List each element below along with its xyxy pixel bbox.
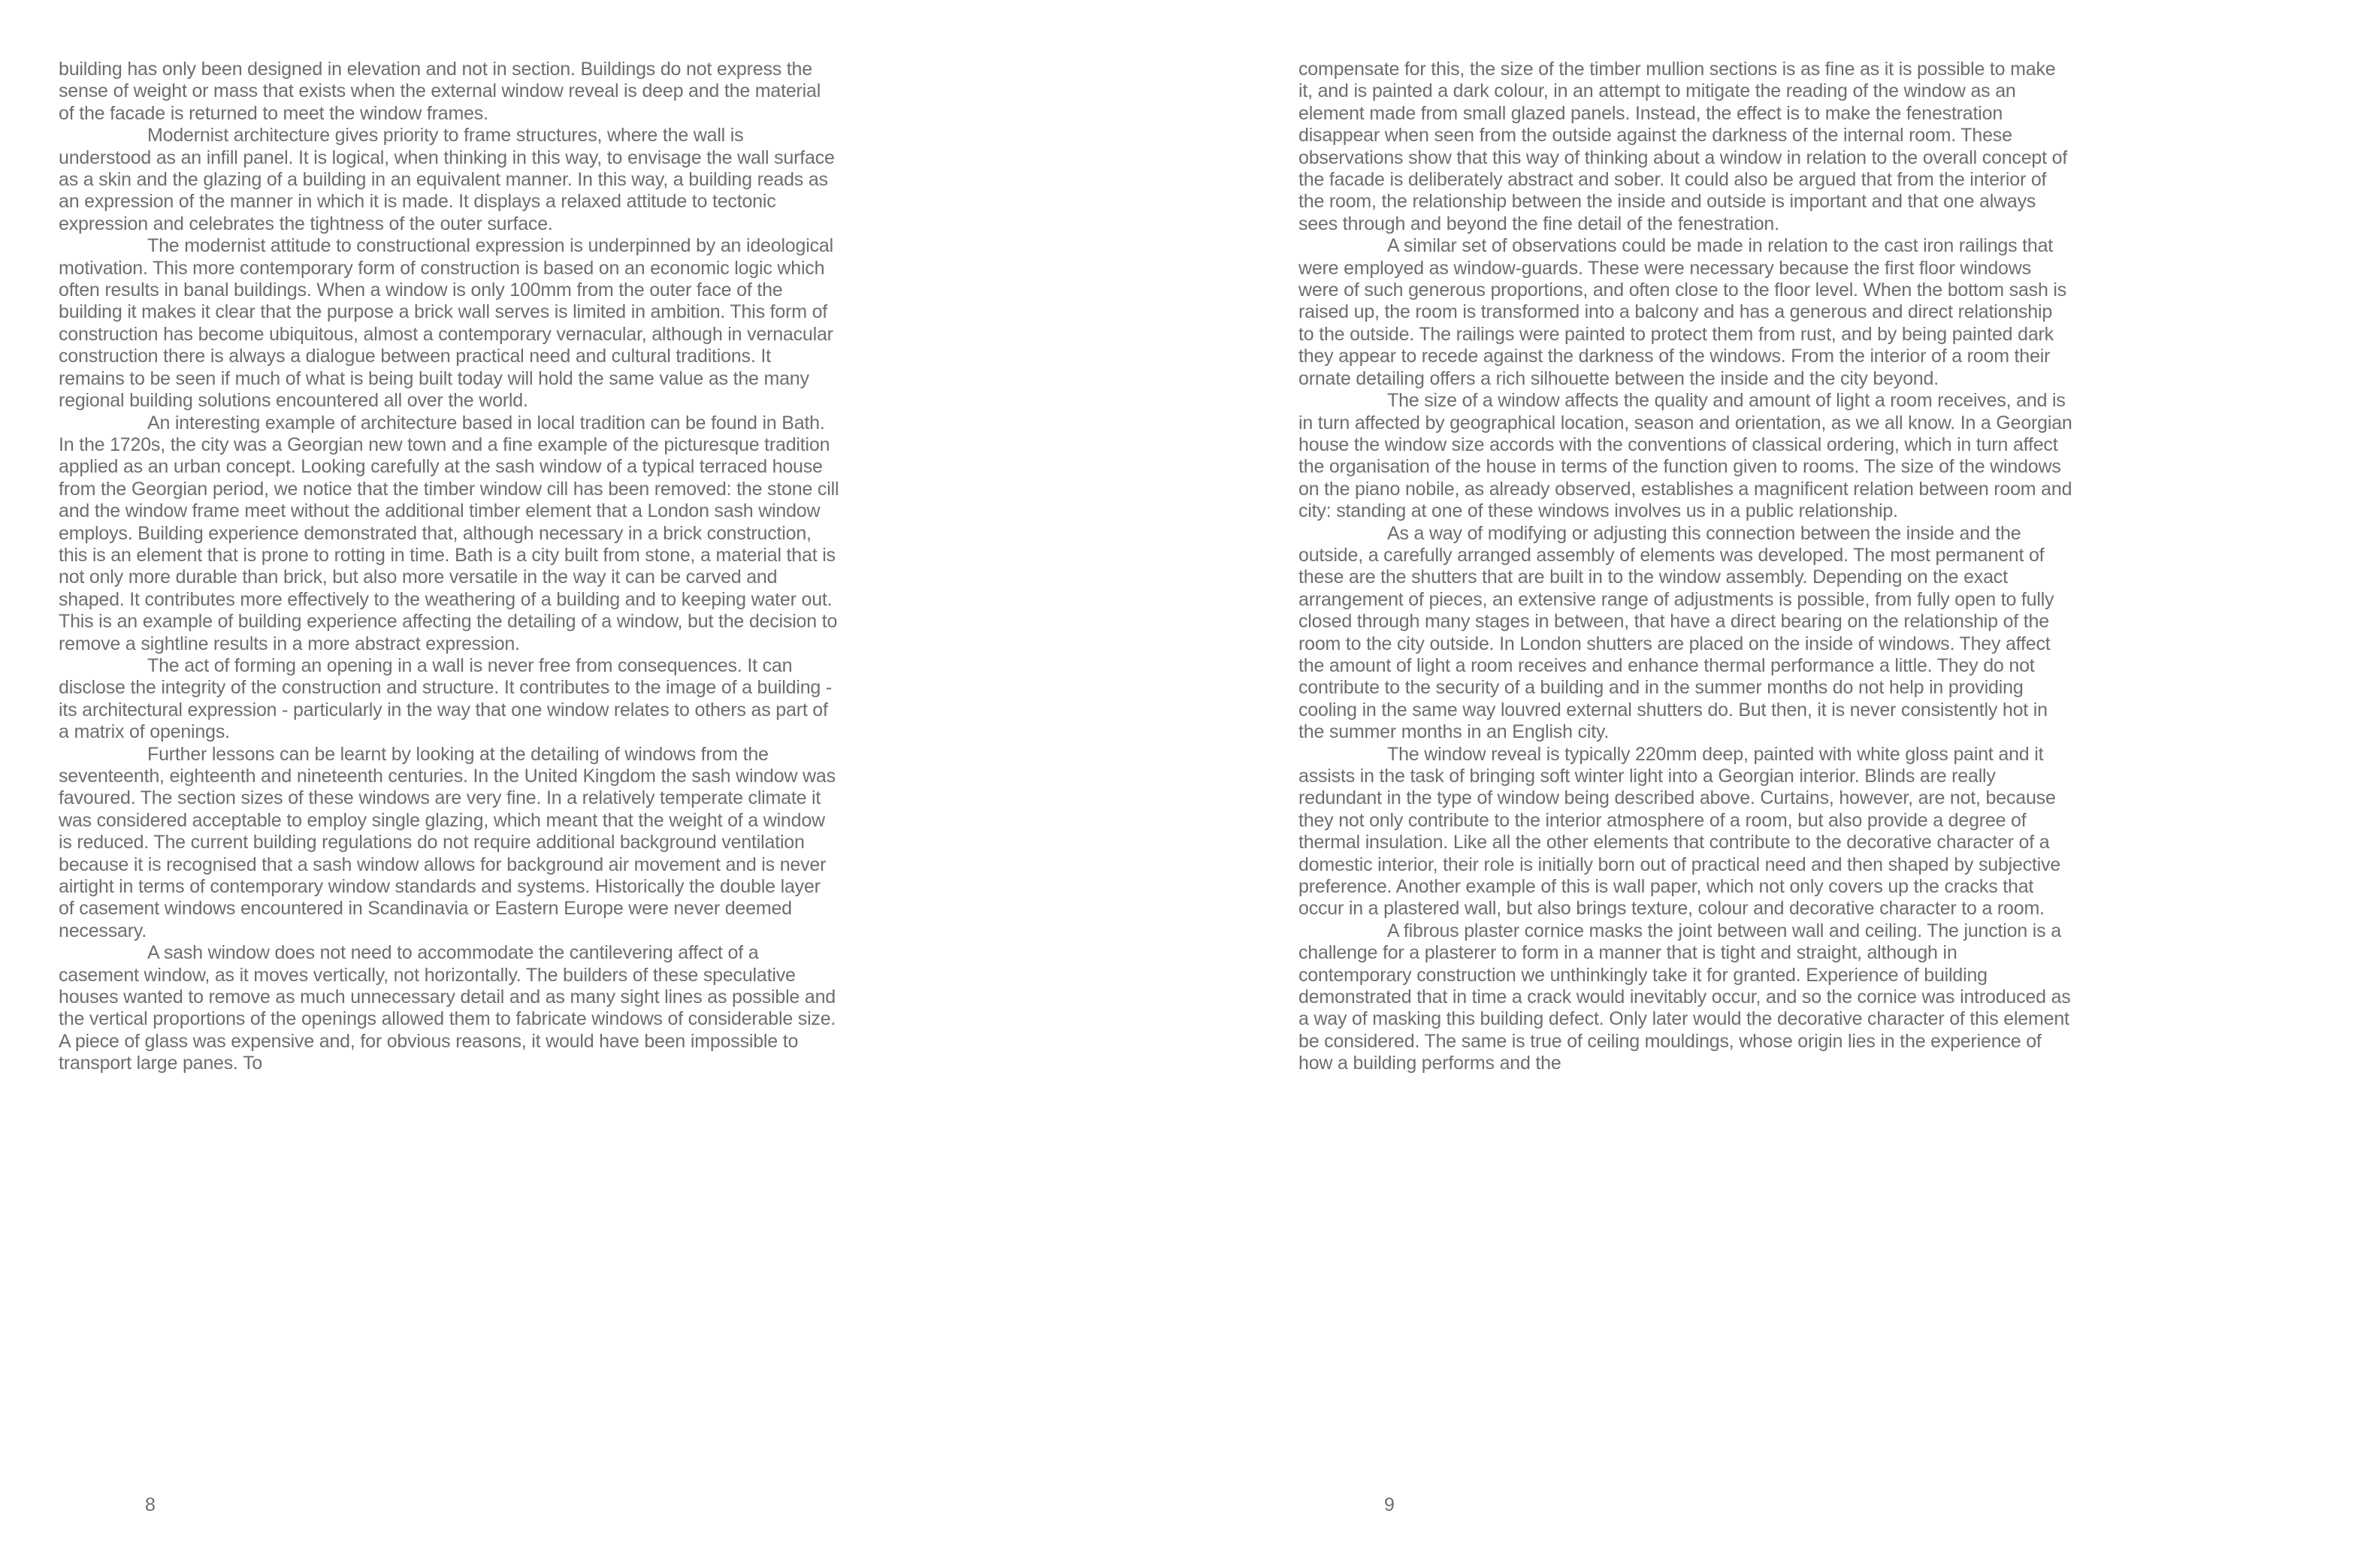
paragraph: As a way of modifying or adjusting this connection between the inside and the outside, a carefully arranged assembly of elements was developed. The most permanent of these are the shutters that are built in to the window assembly. Depending on the exact arrangement of pieces, an extensive range of adjustments is possible, from fully open to fully closed through many stages in between, that have a direct bearing on the relationship of the room to the city outside. In London shutters are placed on the inside of windows. They affect the amount of light a room receives and enhance thermal performance a little. They do not contribute to the security of a building and in the summer months do not help in providing cooling in the same way louvred external shutters do. But then, it is never consistently hot in the summer months in an English city. — [1298, 522, 2054, 743]
left-text-column — [59, 59, 840, 1075]
paragraph: A fibrous plaster cornice masks the joint between wall and ceiling. The junction is a challenge for a plasterer to form in a manner that is tight and straight, although in contemporary construction we unthinkingly take it for granted. Experience of building demonstrated that in time a crack would inevitably occur, and so the cornice was introduced as a way of masking this building defect. Only later would the decorative character of this element be considered. The same is true of ceiling mouldings, whose origin lies in the experience of how a building performs and the — [1298, 920, 2071, 1074]
paragraph: building has only been designed in elevation and not in section. Buildings do not express the sense of weight or mass that exists when the external window reveal is deep and the material of the facade is returned to meet the window frames. — [59, 59, 821, 124]
page-number-left: 8 — [145, 1494, 156, 1515]
paragraph: Modernist architecture gives priority to frame structures, where the wall is understood as an infill panel. It is logical, when thinking in this way, to envisage the wall surface as a skin and the glazing of a building in an equivalent manner. In this way, a building reads as an expression of the manner in which it is made. It displays a relaxed attitude to tectonic expression and celebrates the tightness of the outer surface. — [59, 125, 835, 234]
paragraph: An interesting example of architecture based in local tradition can be found in Bath. In the 1720s, the city was a Georgian new town and a fine example of the picturesque tradition applied as an urban concept. Looking carefully at the sash window of a typical terraced house from the Georgian period, we notice that the timber window cill has been removed: the stone cill and the window frame meet without the additional timber element that a London sash window employs. Building experience demonstrated that, although necessary in a brick construction, this is an element that is prone to rotting in time. Bath is a city built from stone, a material that is not only more durable than brick, but also more versatile in the way it can be carved and shaped. It contributes more effectively to the weathering of a building and to keeping water out. This is an example of building experience affecting the detailing of a window, but the decision to remove a sightline results in a more abstract expression. — [59, 412, 839, 654]
paragraph: The modernist attitude to constructional expression is underpinned by an ideological motivation. This more contemporary form of construction is based on an economic logic which often results in banal buildings. When a window is only 100mm from the outer face of the building it makes it clear that the purpose a brick wall serves is limited in ambition. This form of construction has become ubiquitous, almost a contemporary vernacular, although in vernacular construction there is always a dialogue between practical need and cultural traditions. It remains to be seen if much of what is being built today will hold the same value as the many regional building solutions encountered all over the world. — [59, 235, 833, 412]
paragraph: The act of forming an opening in a wall is never free from consequences. It can disclose the integrity of the construction and structure. It contributes to the image of a building - its architectural expression - particularly in the way that one window relates to others as part of a matrix of openings. — [59, 654, 832, 743]
paragraph: compensate for this, the size of the timber mullion sections is as fine as it is possible to make it, and is painted a dark colour, in an attempt to mitigate the reading of the window as an element made from small glazed panels. Instead, the effect is to make the fenestration disappear when seen from the outside against the darkness of the internal room. These observations show that this way of thinking about a window in relation to the overall concept of the facade is deliberately abstract and sober. It could also be argued that from the interior of the room, the relationship between the inside and outside is important and that one always sees through and beyond the fine detail of the fenestration. — [1298, 59, 2068, 234]
paragraph: Further lessons can be learnt by looking at the detailing of windows from the seventeenth, eighteenth and nineteenth centuries. In the United Kingdom the sash window was favoured. The section sizes of these windows are very fine. In a relatively temperate climate it was considered acceptable to employ single glazing, which meant that the weight of a window is reduced. The current building regulations do not require additional background ventilation because it is recognised that a sash window allows for background air movement and is never airtight in terms of contemporary window standards and systems. Historically the double layer of casement windows encountered in Scandinavia or Eastern Europe were never deemed necessary. — [59, 743, 836, 941]
right-page — [1184, 0, 2367, 1568]
right-text-column — [1298, 59, 2072, 1075]
paragraph: The window reveal is typically 220mm deep, painted with white gloss paint and it assists in the task of bringing soft winter light into a Georgian interior. Blinds are really redundant in the type of window being described above. Curtains, however, are not, because they not only contribute to the interior atmosphere of a room, but also provide a degree of thermal insulation. Like all the other elements that contribute to the decorative character of a domestic interior, their role is initially born out of practical need and then shaped by subjective preference. Another example of this is wall paper, which not only covers up the cracks that occur in a plastered wall, but also brings texture, colour and decorative character to a room. — [1298, 743, 2061, 920]
paragraph: A similar set of observations could be made in relation to the cast iron railings that were employed as window-guards. These were necessary because the first floor windows were of such generous proportions, and often close to the floor level. When the bottom sash is raised up, the room is transformed into a balcony and has a generous and direct relationship to the outside. The railings were painted to protect them from rust, and by being painted dark they appear to recede against the darkness of the windows. From the interior of a room their ornate detailing offers a rich silhouette between the inside and the city beyond. — [1298, 235, 2067, 389]
paragraph: The size of a window affects the quality and amount of light a room receives, and is in turn affected by geographical location, season and orientation, as we all know. In a Georgian house the window size accords with the conventions of classical ordering, which in turn affect the organisation of the house in terms of the function given to rooms. The size of the windows on the piano nobile, as already observed, establishes a magnificent relation between room and city: standing at one of these windows involves us in a public relationship. — [1298, 390, 2072, 522]
page-number-right: 9 — [1384, 1494, 1395, 1515]
paragraph: A sash window does not need to accommodate the cantilevering affect of a casement window, as it moves vertically, not horizontally. The builders of these speculative houses wanted to remove as much unnecessary detail and as many sight lines as possible and the vertical proportions of the openings allowed them to fabricate windows of considerable size. A piece of glass was expensive and, for obvious reasons, it would have been impossible to transport large panes. To — [59, 942, 836, 1074]
